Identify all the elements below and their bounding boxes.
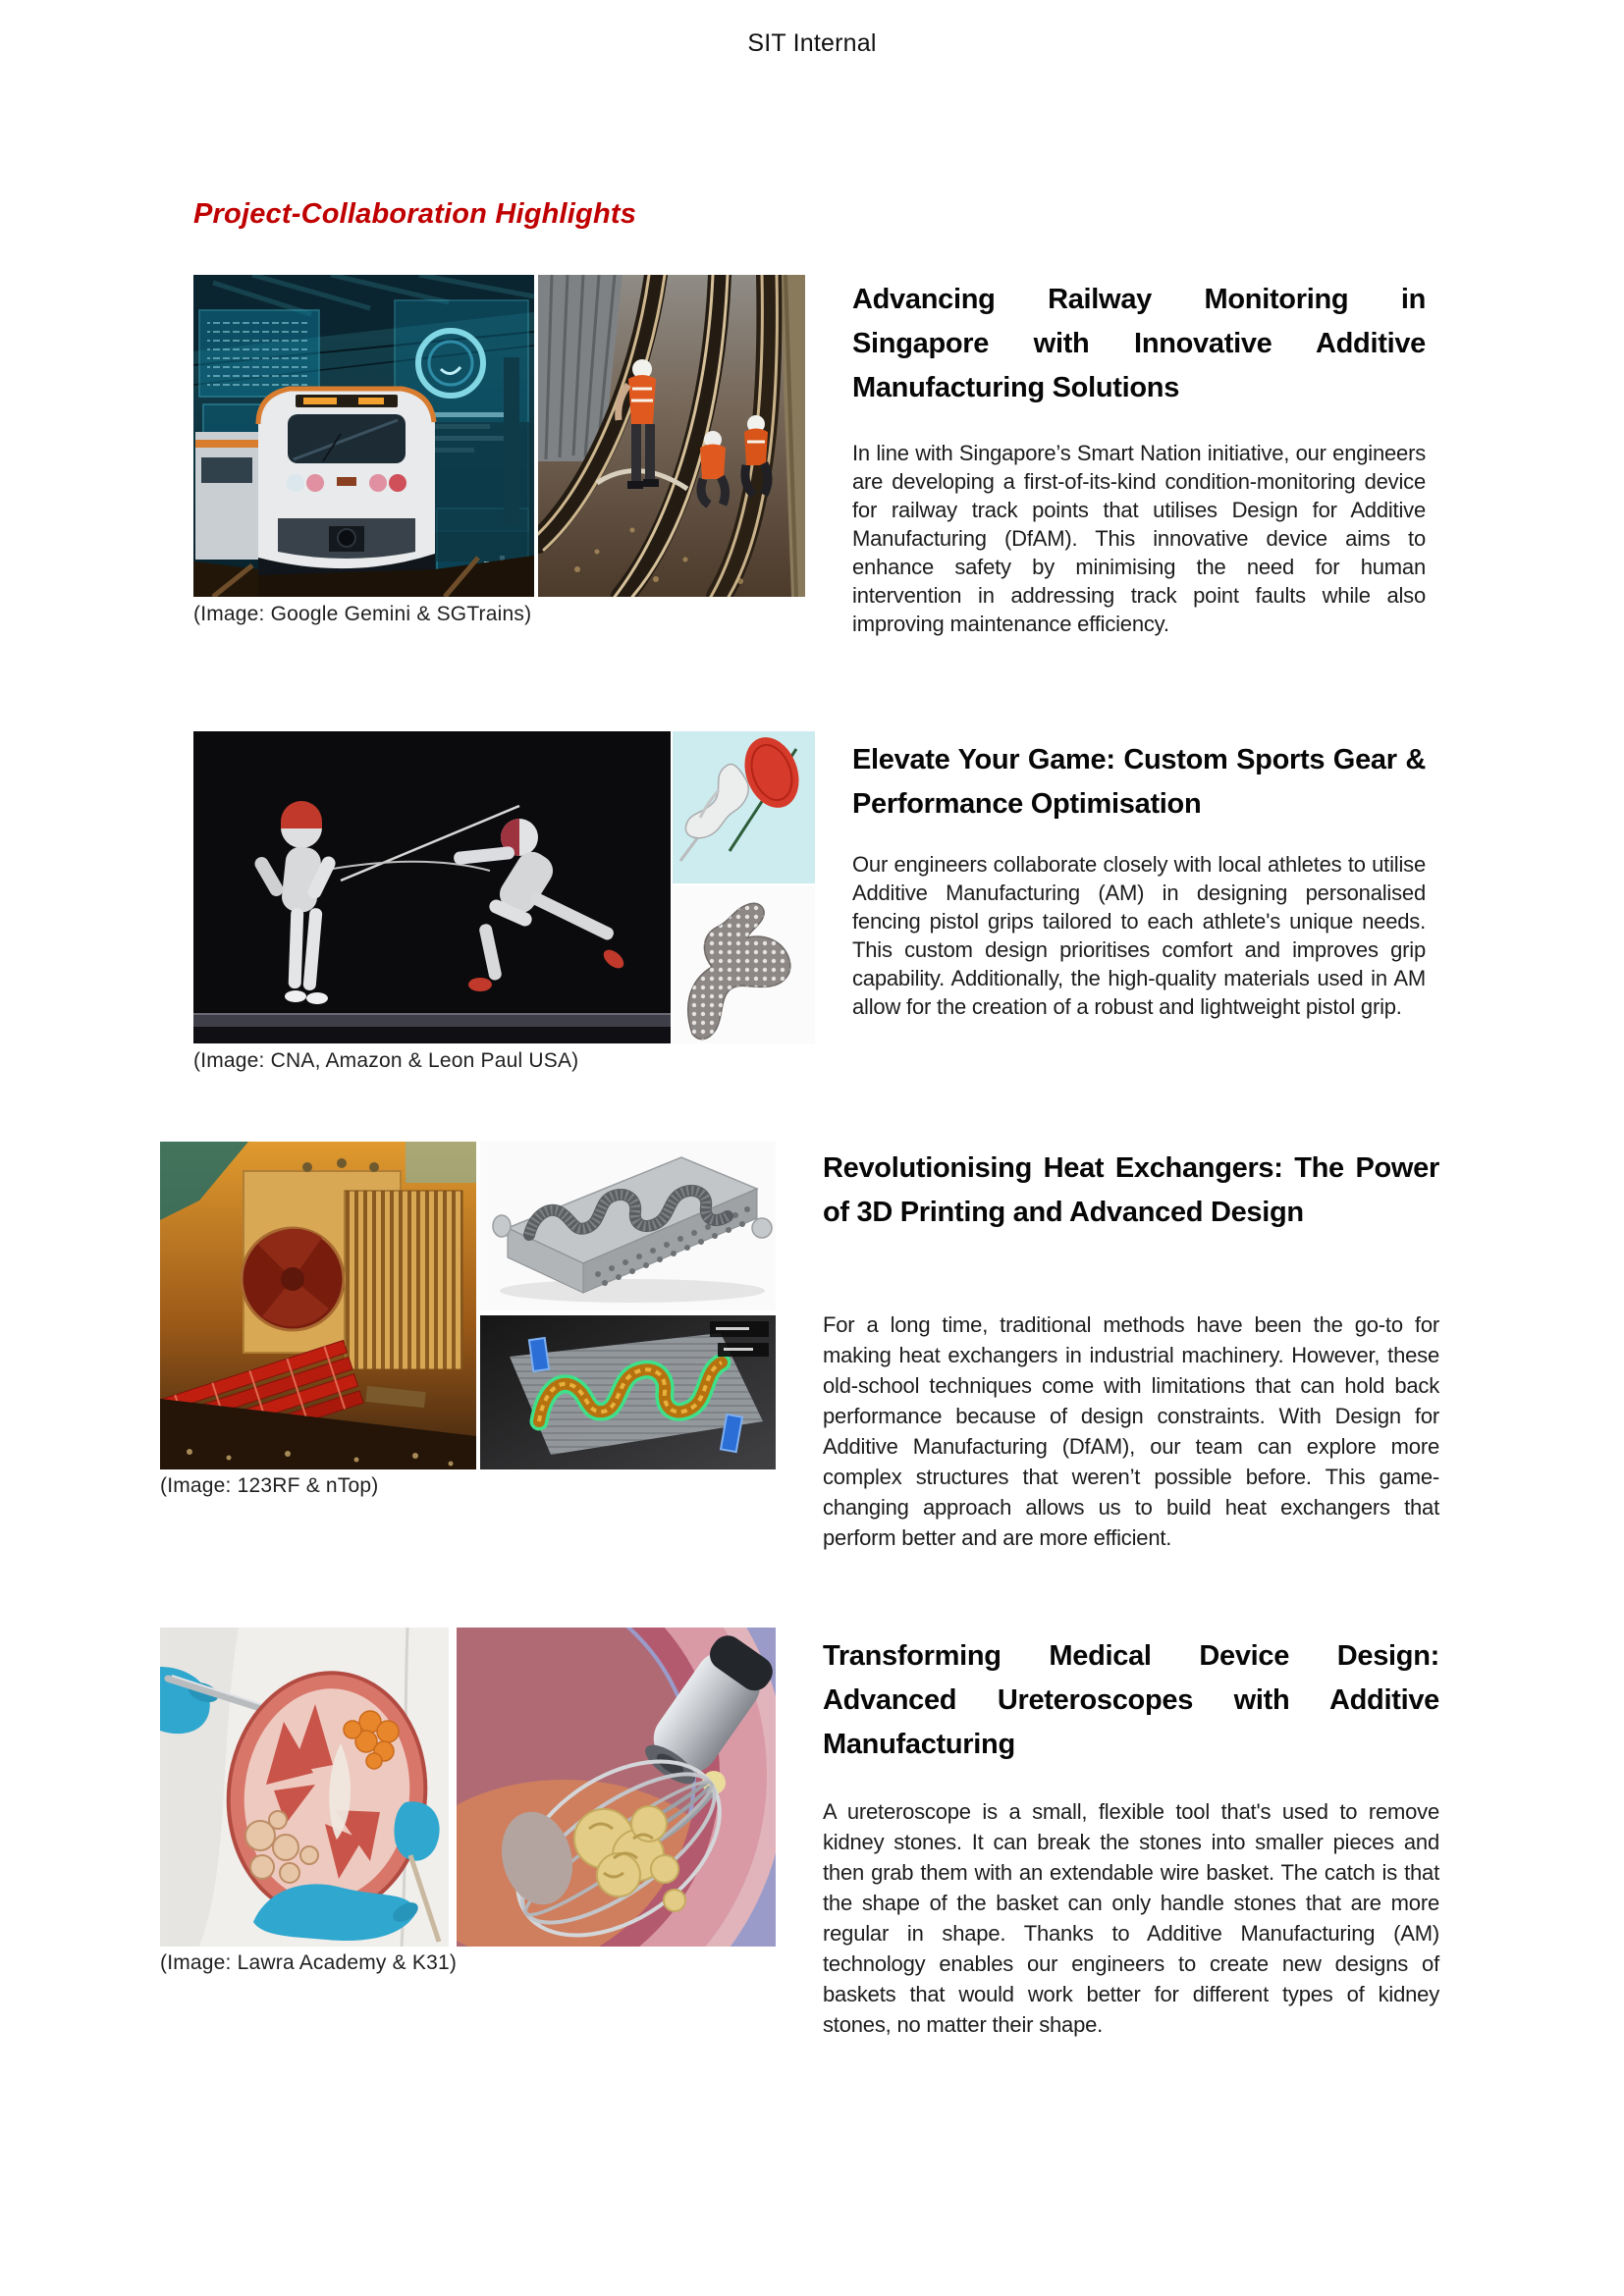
figure-heat-exchanger xyxy=(160,1142,776,1469)
kidney-model-photo xyxy=(160,1628,449,1947)
lattice-grip-photo xyxy=(673,886,815,1043)
section-body: For a long time, traditional methods have been the go-to for making heat exchangers in industrial machinery. However, these old-school techniques come with limitations that can hold back performance because of design constraints. With Design for Additive Manufacturing (DfAM), our team can explore more complex structures that weren’t possible before. This game-changing approach allows us to build heat exchangers that perform better and are more efficient. xyxy=(823,1312,1439,1550)
train-photo xyxy=(193,275,534,597)
page-title: Project-Collaboration Highlights xyxy=(193,198,637,230)
image-caption: (Image: Google Gemini & SGTrains) xyxy=(193,603,532,625)
track-workers-photo xyxy=(538,275,805,597)
section-body: A ureteroscope is a small, flexible tool that's used to remove kidney stones. It can break the stones into smaller pieces and then grab them with an extendable wire basket. The catch is that the shape of the basket can only handle stones that are more regular in shape. Thanks to Additive Manufacturing (AM) technology enables our engineers to create new designs of baskets that would work better for different types of kidney stones, no matter their shape. xyxy=(823,1799,1439,2037)
section-body: Our engineers collaborate closely with local athletes to utilise Additive Manufacturing (AM) in designing personalised fencing pistol grips tailored to each athlete's unique needs. This custom design prioritises comfort and improves grip capability. Additionally, the high-quality materials used in AM allow for the creation of a robust and lightweight pistol grip. xyxy=(852,852,1426,1019)
section-heading: Elevate Your Game: Custom Sports Gear & Performance Optimisation xyxy=(852,744,1426,820)
thermal-simulation-photo xyxy=(480,1315,776,1469)
classification-header: SIT Internal xyxy=(747,29,877,57)
image-caption: (Image: CNA, Amazon & Leon Paul USA) xyxy=(193,1049,579,1072)
figure-railway xyxy=(193,275,805,597)
figure-fencing xyxy=(193,731,815,1043)
figure-ureteroscope xyxy=(160,1628,776,1947)
fencing-match-photo xyxy=(193,731,671,1043)
section-heading: Transforming Medical Device Design: Advanced Ureteroscopes with Additive Manufacturing xyxy=(823,1640,1439,1760)
ureteroscope-illustration xyxy=(457,1628,776,1947)
pistol-grip-photo xyxy=(673,731,815,883)
image-caption: (Image: 123RF & nTop) xyxy=(160,1474,379,1497)
printed-exchanger-photo xyxy=(480,1142,776,1310)
section-heading: Advancing Railway Monitoring in Singapore with Innovative Additive Manufacturing Solutions xyxy=(852,284,1426,403)
image-caption: (Image: Lawra Academy & K31) xyxy=(160,1951,458,1974)
heatsink-photo xyxy=(160,1142,476,1469)
section-body: In line with Singapore’s Smart Nation initiative, our engineers are developing a first-of-its-kind condition-monitoring device for railway track points that utilises Design for Additive Manufacturing (DfAM). This innovative device aims to enhance safety by minimising the need for human intervention in addressing track point faults while also improving maintenance efficiency. xyxy=(852,441,1426,636)
section-heading: Revolutionising Heat Exchangers: The Power of 3D Printing and Advanced Design xyxy=(823,1152,1439,1228)
